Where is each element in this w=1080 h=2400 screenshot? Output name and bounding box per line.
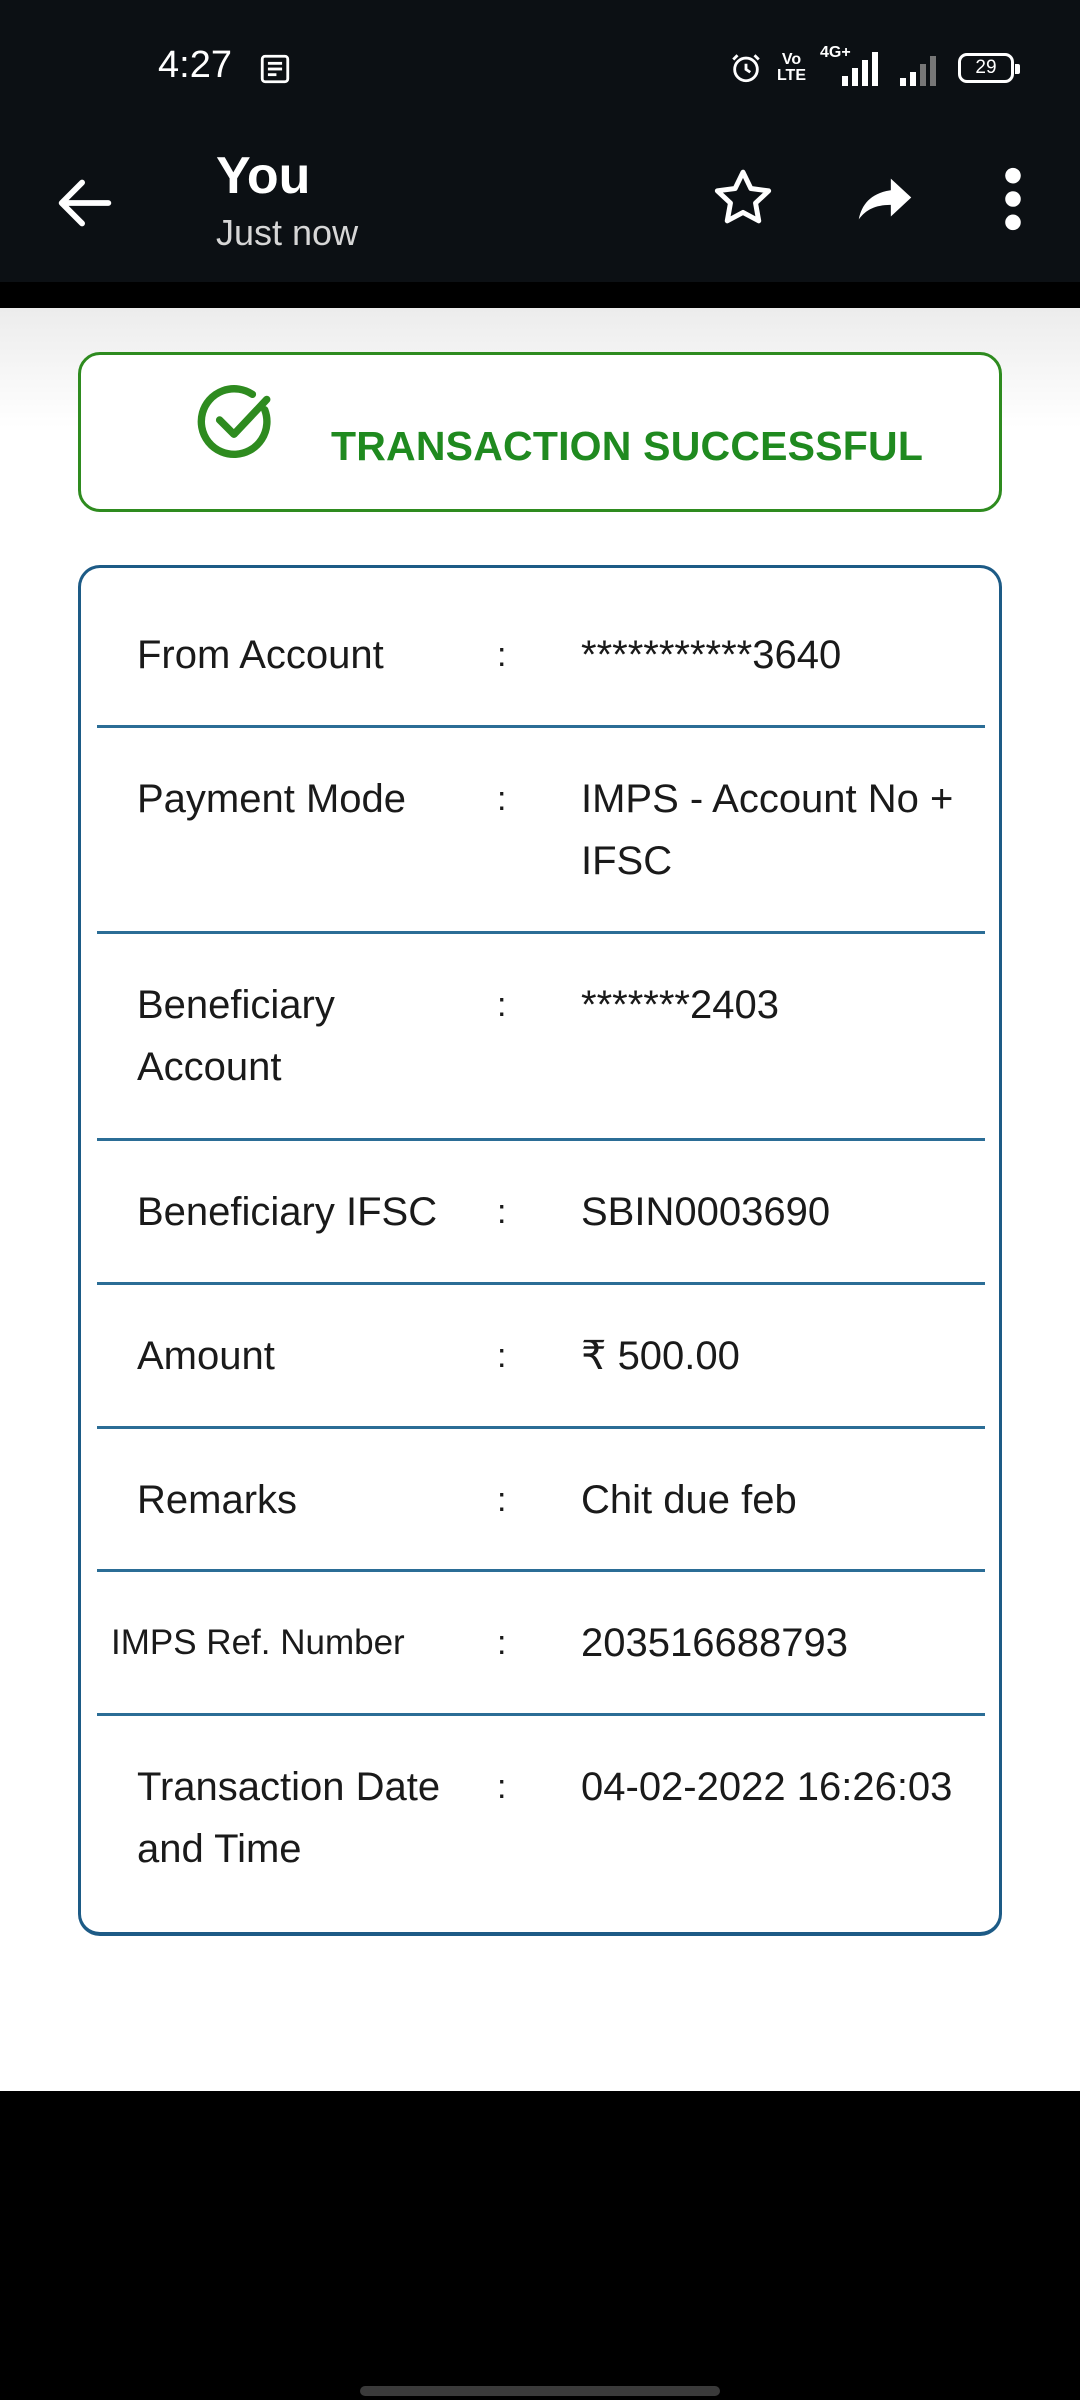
detail-label: Payment Mode bbox=[137, 777, 407, 821]
detail-label: Remarks bbox=[137, 1478, 298, 1522]
news-notification-icon bbox=[258, 52, 292, 86]
sender-title: You bbox=[216, 147, 311, 205]
detail-value: 203516688793 bbox=[581, 1621, 848, 1665]
detail-value: *******2403 bbox=[581, 983, 779, 1027]
row-divider bbox=[97, 1426, 985, 1429]
detail-label: Amount bbox=[137, 1334, 275, 1378]
detail-value: ***********3640 bbox=[581, 633, 842, 677]
row-divider bbox=[97, 1569, 985, 1572]
detail-separator: : bbox=[497, 1193, 507, 1231]
status-bar bbox=[0, 0, 1080, 130]
timestamp-subtitle: Just now bbox=[216, 212, 359, 253]
signal-weak-icon bbox=[896, 48, 944, 88]
detail-label: Transaction Date and Time bbox=[137, 1765, 441, 1871]
battery-indicator: 29 bbox=[958, 53, 1014, 83]
row-divider bbox=[97, 931, 985, 934]
status-time: 4:27 bbox=[158, 44, 232, 86]
detail-value: 04-02-2022 16:26:03 bbox=[581, 1765, 953, 1809]
gesture-navigation-bar[interactable] bbox=[360, 2386, 720, 2396]
signal-4g-icon bbox=[820, 44, 882, 88]
detail-label: Beneficiary Account bbox=[137, 983, 335, 1089]
detail-separator: : bbox=[497, 636, 507, 674]
check-circle-icon bbox=[195, 381, 277, 463]
detail-label: From Account bbox=[137, 633, 384, 677]
row-divider bbox=[97, 1713, 985, 1716]
status-icons bbox=[729, 46, 1014, 90]
detail-value: ₹ 500.00 bbox=[581, 1334, 740, 1378]
app-bar bbox=[0, 130, 1080, 282]
success-banner bbox=[78, 352, 1002, 512]
transaction-details-card bbox=[78, 565, 1002, 1936]
share-arrow-icon[interactable] bbox=[850, 164, 920, 234]
detail-value: Chit due feb bbox=[581, 1478, 797, 1522]
volte-indicator: Vo LTE bbox=[776, 51, 806, 84]
row-divider bbox=[97, 725, 985, 728]
divider-strip bbox=[0, 282, 1080, 308]
bottom-area bbox=[0, 2091, 1080, 2400]
more-vert-icon[interactable] bbox=[990, 164, 1036, 234]
star-outline-icon[interactable] bbox=[708, 164, 778, 234]
transaction-status: TRANSACTION SUCCESSFUL bbox=[331, 423, 924, 469]
network-label: 4G+ bbox=[820, 44, 851, 61]
detail-separator: : bbox=[497, 1768, 507, 1806]
detail-value: IMPS - Account No + IFSC bbox=[581, 777, 954, 883]
transaction-receipt bbox=[0, 308, 1080, 2091]
detail-separator: : bbox=[497, 1337, 507, 1375]
detail-separator: : bbox=[497, 986, 507, 1024]
arrow-back-icon[interactable] bbox=[50, 168, 120, 238]
detail-label: Beneficiary IFSC bbox=[137, 1190, 438, 1234]
row-divider bbox=[97, 1138, 985, 1141]
detail-separator: : bbox=[497, 1624, 507, 1662]
detail-separator: : bbox=[497, 1481, 507, 1519]
detail-value: SBIN0003690 bbox=[581, 1190, 831, 1234]
detail-separator: : bbox=[497, 780, 507, 818]
alarm-icon bbox=[729, 51, 763, 85]
row-divider bbox=[97, 1282, 985, 1285]
detail-label: IMPS Ref. Number bbox=[111, 1623, 405, 1662]
